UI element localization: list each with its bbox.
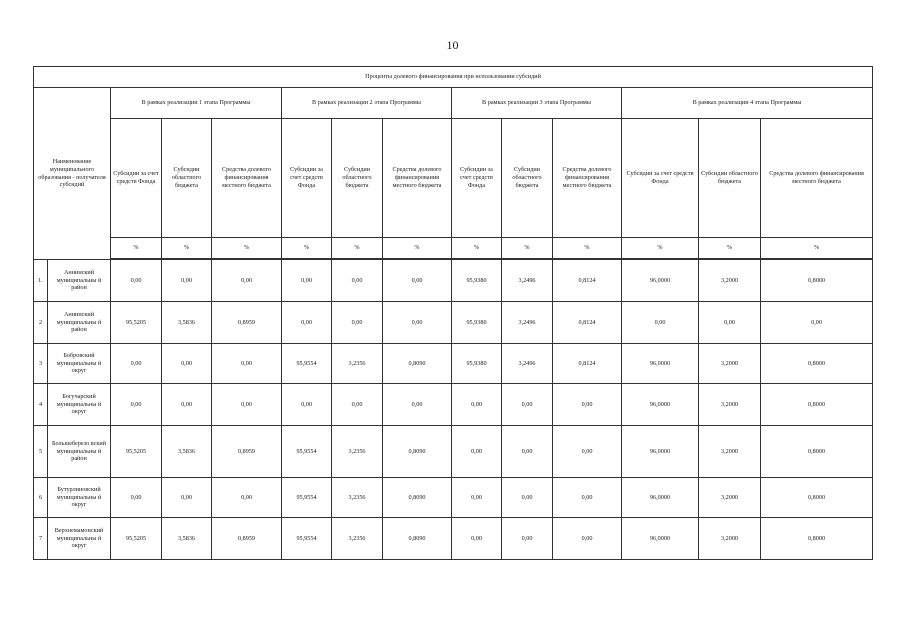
value-cell: 3,2496	[502, 302, 553, 344]
value-cell: 0,00	[761, 302, 873, 344]
value-cell: 0,8090	[383, 426, 452, 478]
municipality-name: Бутурлиновский муниципальны й округ	[48, 478, 111, 518]
column-header: Средства долевого финансирования местного бюджета	[383, 119, 452, 238]
value-cell: 3,2000	[699, 260, 761, 302]
municipality-name: Большеберезо вский муниципальны й район	[48, 426, 111, 478]
municipality-name: Бобровский муниципальны й округ	[48, 344, 111, 384]
table-row	[34, 344, 873, 384]
value-cell: 0,8090	[383, 344, 452, 384]
value-cell: 0,00	[553, 426, 622, 478]
value-cell: 3,2000	[699, 518, 761, 560]
value-cell: 3,5836	[162, 518, 212, 560]
row-number: 6	[34, 478, 48, 518]
unit-cell: %	[553, 238, 622, 259]
value-cell: 95,5205	[111, 518, 162, 560]
value-cell: 0,8124	[553, 302, 622, 344]
value-cell: 0,00	[162, 260, 212, 302]
column-header: Средства долевого финансирования местного бюджета	[212, 119, 282, 238]
value-cell: 0,8000	[761, 384, 873, 426]
unit-cell: %	[761, 238, 873, 259]
value-cell: 0,00	[383, 384, 452, 426]
unit-cell: %	[111, 238, 162, 259]
value-cell: 3,2356	[332, 478, 383, 518]
value-cell: 3,2000	[699, 478, 761, 518]
table-body	[34, 260, 873, 560]
column-header: Средства долевого финансирования местного бюджета	[761, 119, 873, 238]
value-cell: 0,00	[553, 478, 622, 518]
value-cell: 0,00	[502, 478, 553, 518]
value-cell: 0,00	[332, 384, 383, 426]
value-cell: 0,00	[111, 344, 162, 384]
value-cell: 0,8124	[553, 260, 622, 302]
value-cell: 0,00	[111, 478, 162, 518]
value-cell: 0,8000	[761, 260, 873, 302]
value-cell: 95,9554	[282, 478, 332, 518]
stage-header: В рамках реализации 1 этапа Программы	[111, 88, 282, 119]
value-cell: 0,00	[383, 302, 452, 344]
value-cell: 0,00	[111, 260, 162, 302]
value-cell: 0,00	[212, 478, 282, 518]
column-header: Субсидии областного бюджета	[699, 119, 761, 238]
unit-cell: %	[212, 238, 282, 259]
value-cell: 0,00	[383, 260, 452, 302]
value-cell: 0,00	[452, 426, 502, 478]
municipality-name: Верхнемамонский муниципальны й округ	[48, 518, 111, 560]
value-cell: 3,2000	[699, 344, 761, 384]
value-cell: 0,00	[553, 384, 622, 426]
value-cell: 96,0000	[622, 478, 699, 518]
value-cell: 0,00	[332, 302, 383, 344]
value-cell: 95,5205	[111, 302, 162, 344]
value-cell: 0,00	[212, 384, 282, 426]
unit-cell: %	[699, 238, 761, 259]
value-cell: 0,00	[452, 478, 502, 518]
column-header: Субсидии за счет средств Фонда	[282, 119, 332, 238]
subsidy-table	[33, 66, 873, 560]
value-cell: 0,00	[553, 518, 622, 560]
municipality-name: Аннинский муниципальны й район	[48, 302, 111, 344]
value-cell: 95,9380	[452, 344, 502, 384]
value-cell: 95,9380	[452, 302, 502, 344]
column-header: Субсидии за счет средств Фонда	[111, 119, 162, 238]
value-cell: 0,00	[452, 384, 502, 426]
table-row	[34, 518, 873, 560]
value-cell: 95,9554	[282, 344, 332, 384]
value-cell: 0,00	[111, 384, 162, 426]
table-row	[34, 260, 873, 302]
value-cell: 95,9554	[282, 518, 332, 560]
value-cell: 0,8000	[761, 478, 873, 518]
value-cell: 0,00	[502, 384, 553, 426]
value-cell: 3,2000	[699, 426, 761, 478]
value-cell: 3,5836	[162, 426, 212, 478]
unit-cell: %	[282, 238, 332, 259]
value-cell: 0,00	[282, 260, 332, 302]
stage-header: В рамках реализации 4 этапа Программы	[622, 88, 873, 119]
row-number: 5	[34, 426, 48, 478]
value-cell: 0,00	[622, 302, 699, 344]
value-cell: 3,2356	[332, 518, 383, 560]
unit-cell: %	[162, 238, 212, 259]
value-cell: 96,0000	[622, 344, 699, 384]
row-number: 3	[34, 344, 48, 384]
column-header: Субсидии областного бюджета	[502, 119, 553, 238]
municipality-name: Аннинский муниципальны й район	[48, 260, 111, 302]
table-row	[34, 478, 873, 518]
value-cell: 95,9380	[452, 260, 502, 302]
column-header: Субсидии областного бюджета	[162, 119, 212, 238]
value-cell: 0,8090	[383, 518, 452, 560]
unit-cell: %	[622, 238, 699, 259]
value-cell: 0,8959	[212, 302, 282, 344]
value-cell: 0,00	[502, 426, 553, 478]
recipient-name-header: Наименование муниципального образования - получателя субсидий	[34, 88, 111, 260]
value-cell: 95,5205	[111, 426, 162, 478]
column-header: Субсидии областного бюджета	[332, 119, 383, 238]
value-cell: 0,00	[162, 384, 212, 426]
value-cell: 96,0000	[622, 518, 699, 560]
value-cell: 0,8000	[761, 426, 873, 478]
unit-cell: %	[332, 238, 383, 259]
value-cell: 0,00	[452, 518, 502, 560]
value-cell: 0,8959	[212, 426, 282, 478]
value-cell: 3,5836	[162, 302, 212, 344]
value-cell: 0,00	[699, 302, 761, 344]
value-cell: 0,8000	[761, 518, 873, 560]
value-cell: 3,2496	[502, 260, 553, 302]
value-cell: 0,8124	[553, 344, 622, 384]
table-row	[34, 426, 873, 478]
value-cell: 3,2496	[502, 344, 553, 384]
unit-cell: %	[452, 238, 502, 259]
row-number: 2	[34, 302, 48, 344]
stage-header: В рамках реализации 2 этапа Программы	[282, 88, 452, 119]
stage-header: В рамках реализации 3 этапа Программы	[452, 88, 622, 119]
value-cell: 0,00	[282, 302, 332, 344]
value-cell: 0,8000	[761, 344, 873, 384]
value-cell: 0,00	[212, 260, 282, 302]
value-cell: 0,00	[162, 478, 212, 518]
value-cell: 96,0000	[622, 426, 699, 478]
value-cell: 0,00	[212, 344, 282, 384]
column-header: Субсидии за счет средств Фонда	[622, 119, 699, 238]
row-number: 7	[34, 518, 48, 560]
value-cell: 3,2000	[699, 384, 761, 426]
value-cell: 3,2356	[332, 344, 383, 384]
value-cell: 96,0000	[622, 384, 699, 426]
page-number: 10	[446, 38, 459, 52]
table-row	[34, 302, 873, 344]
value-cell: 0,8090	[383, 478, 452, 518]
value-cell: 0,8959	[212, 518, 282, 560]
row-number: 1.	[34, 260, 48, 302]
column-header: Средства долевого финансирования местного бюджета	[553, 119, 622, 238]
value-cell: 0,00	[332, 260, 383, 302]
table-row	[34, 384, 873, 426]
value-cell: 96,0000	[622, 260, 699, 302]
unit-cell: %	[502, 238, 553, 259]
value-cell: 3,2356	[332, 426, 383, 478]
value-cell: 0,00	[282, 384, 332, 426]
column-header: Субсидии за счет средств Фонда	[452, 119, 502, 238]
value-cell: 0,00	[502, 518, 553, 560]
table-title: Проценты долевого финансирования при использовании субсидий	[34, 67, 873, 88]
municipality-name: Богучарский муниципальны й округ	[48, 384, 111, 426]
value-cell: 95,9554	[282, 426, 332, 478]
value-cell: 0,00	[162, 344, 212, 384]
unit-cell: %	[383, 238, 452, 259]
row-number: 4	[34, 384, 48, 426]
